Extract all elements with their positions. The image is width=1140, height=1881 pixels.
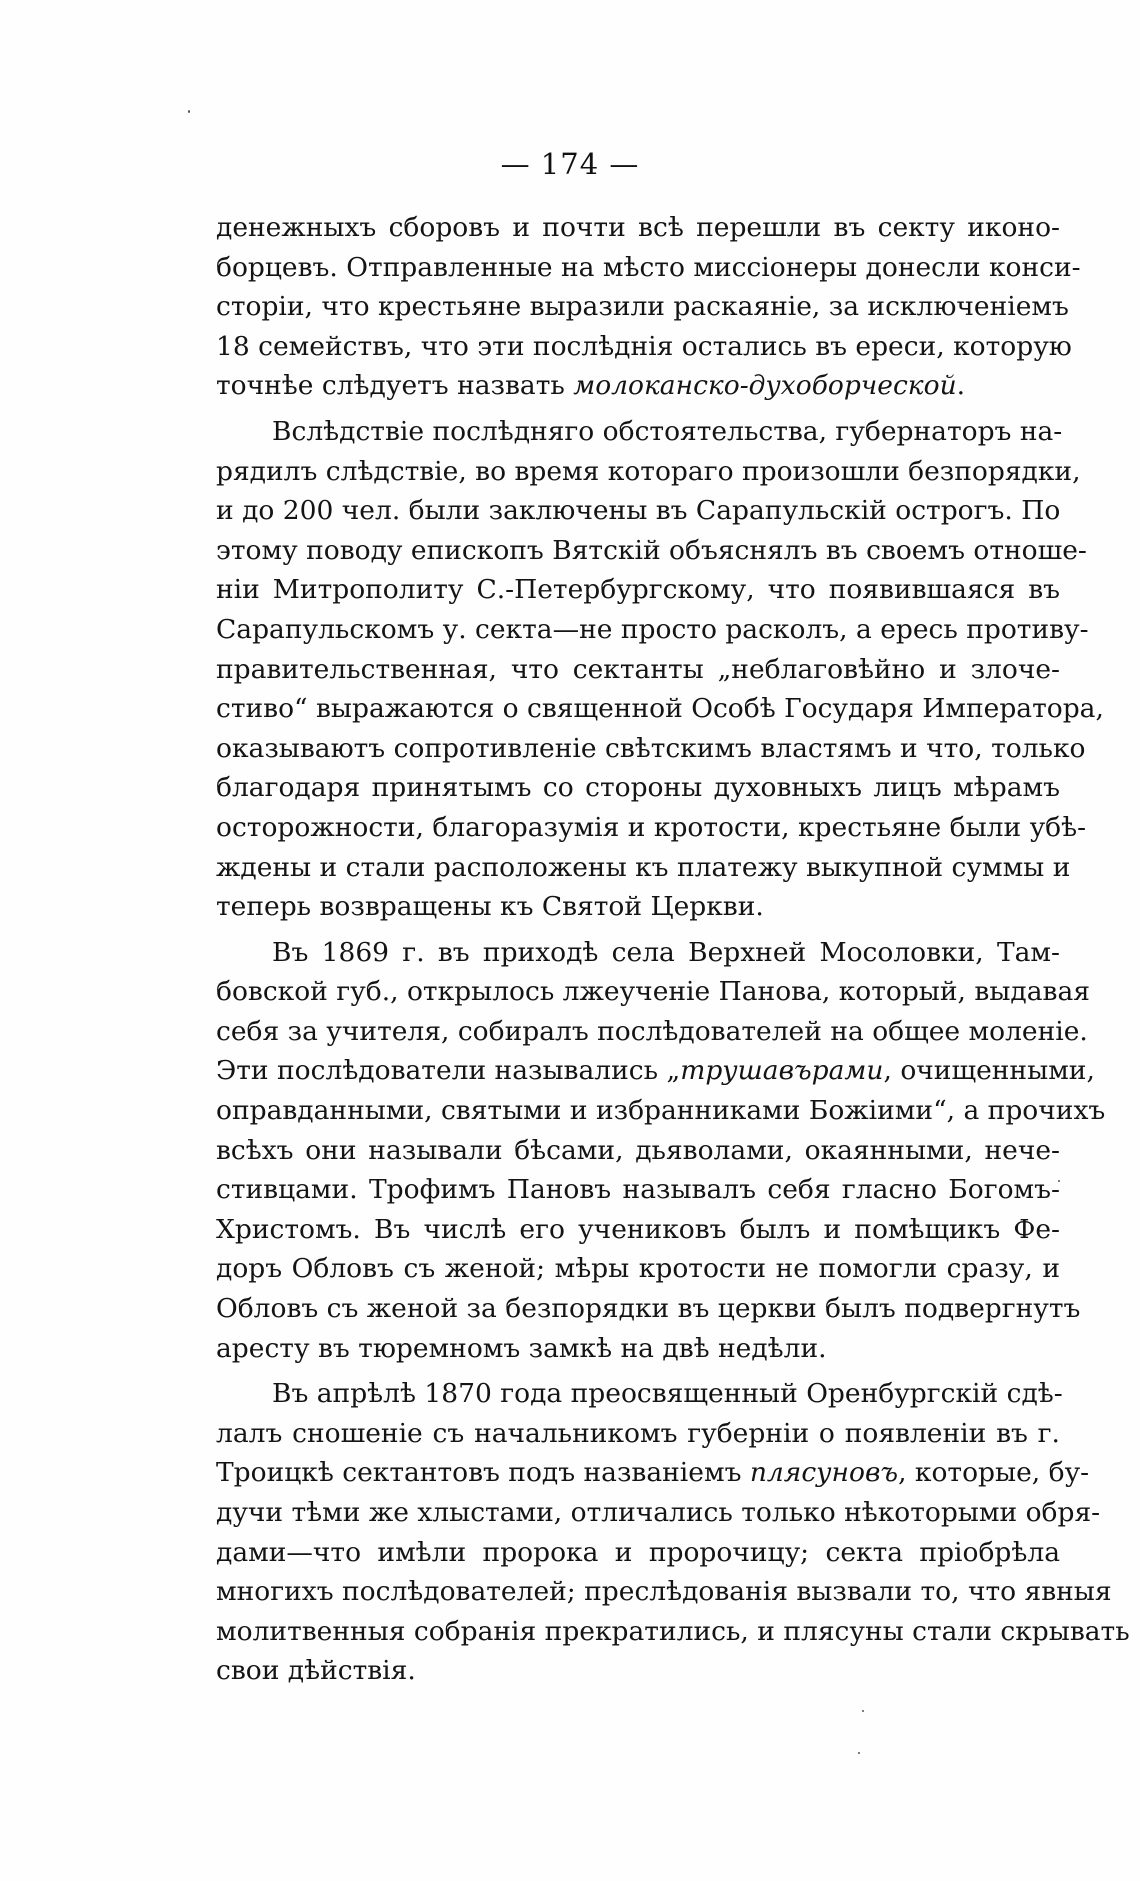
text-run: точнѣе слѣдуетъ назвать — [216, 370, 574, 402]
text-line: правительственная, что сектанты „неблаговѣйно и злоче- — [216, 653, 1060, 685]
text-line: себя за учителя, собиралъ послѣдователей на общее моленіе. — [216, 1015, 1088, 1047]
text-line: теперь возвращены къ Святой Церкви. — [216, 891, 764, 923]
text-line: Вслѣдствіе послѣдняго обстоятельства, губернаторъ на- — [272, 415, 1063, 447]
text-run: , которые, бу- — [898, 1457, 1090, 1489]
text-line: сторіи, что крестьяне выразили раскаяніе, за исключеніемъ — [216, 291, 1069, 323]
paragraph-3 — [216, 933, 1106, 1369]
italic-term: плясуновъ — [749, 1457, 899, 1489]
text-line: благодаря принятымъ со стороны духовныхъ лицъ мѣрамъ — [216, 772, 1060, 804]
text-line: бовской губ., открылось лжеученіе Панова, который, выдавая — [216, 976, 1090, 1008]
text-line: оправданными, святыми и избранниками Божіими“, а прочихъ — [216, 1095, 1106, 1127]
text-run: , очищенными, — [883, 1055, 1095, 1087]
text-line: стивцами. Трофимъ Пановъ называлъ себя гласно Богомъ- — [216, 1174, 1060, 1206]
text-line: лалъ сношеніе съ начальникомъ губерніи о появленіи въ г. — [216, 1417, 1060, 1449]
text-run: Троицкѣ сектантовъ подъ названіемъ — [216, 1457, 750, 1489]
text-line: ждены и стали расположены къ платежу выкупной суммы и — [216, 851, 1071, 883]
text-line: стиво“ выражаются о священной Особѣ Государя Императора, — [216, 693, 1104, 725]
paragraph-2 — [216, 412, 1104, 927]
text-line: Въ апрѣлѣ 1870 года преосвященный Оренбургскій сдѣ- — [272, 1378, 1063, 1410]
page-number: — 174 — — [500, 147, 640, 181]
scan-speck — [188, 110, 190, 113]
text-line: денежныхъ сборовъ и почти всѣ перешли въ секту иконо- — [216, 212, 1060, 243]
text-line: Въ 1869 г. въ приходѣ села Верхней Мосоловки, Там- — [272, 936, 1060, 968]
scan-speck — [862, 1710, 864, 1712]
text-line — [216, 1051, 1095, 1091]
text-line: многихъ послѣдователей; преслѣдованія вызвали то, что явныя — [216, 1576, 1112, 1608]
text-line: аресту въ тюремномъ замкѣ на двѣ недѣли. — [216, 1332, 827, 1364]
text-line: доръ Обловъ съ женой; мѣры кротости не помогли сразу, и — [216, 1253, 1060, 1285]
paragraph-1 — [216, 208, 1081, 406]
scan-speck — [858, 1752, 860, 1754]
text-line: рядилъ слѣдствіе, во время котораго произошли безпорядки, — [216, 455, 1081, 487]
text-line: дучи тѣми же хлыстами, отличались только нѣкоторыми обря- — [216, 1497, 1101, 1528]
text-line — [216, 1453, 1090, 1493]
text-line: Обловъ съ женой за безпорядки въ церкви былъ подвергнутъ — [216, 1293, 1081, 1325]
text-line: 18 семействъ, что эти послѣднія остались въ ереси, которую — [216, 330, 1072, 362]
italic-term: трушавърами — [680, 1055, 884, 1087]
text-line: борцевъ. Отправленные на мѣсто миссіонеры донесли конси- — [216, 251, 1081, 283]
italic-term: молоканско-духоборческой — [573, 370, 957, 402]
text-line: Сарапульскомъ у. секта—не просто расколъ, а ересь противу- — [216, 613, 1089, 645]
text-line: всѣхъ они называли бѣсами, дьяволами, окаянными, нече- — [216, 1134, 1060, 1166]
text-line: этому поводу епископъ Вятскій объяснялъ въ своемъ отноше- — [216, 534, 1087, 566]
text-line: ніи Митрополиту С.-Петербургскому, что появившаяся въ — [216, 574, 1060, 606]
text-line: и до 200 чел. были заключены въ Сарапульскій острогъ. По — [216, 495, 1061, 527]
text-line: оказываютъ сопротивленіе свѣтскимъ властямъ и что, только — [216, 732, 1086, 764]
text-line: дами—что имѣли пророка и пророчицу; секта пріобрѣла — [216, 1536, 1060, 1568]
text-run: Эти послѣдователи назывались „ — [216, 1055, 681, 1087]
body-text — [216, 208, 1130, 1691]
text-line: свои дѣйствія. — [216, 1655, 416, 1687]
paragraph-4 — [216, 1374, 1130, 1691]
text-run: . — [956, 370, 966, 402]
text-line: молитвенныя собранія прекратились, и плясуны стали скрывать — [216, 1615, 1130, 1647]
text-line: Христомъ. Въ числѣ его учениковъ былъ и помѣщикъ Фе- — [216, 1213, 1060, 1245]
text-line — [216, 366, 1060, 406]
text-line: осторожности, благоразумія и кротости, крестьяне были убѣ- — [216, 811, 1087, 843]
